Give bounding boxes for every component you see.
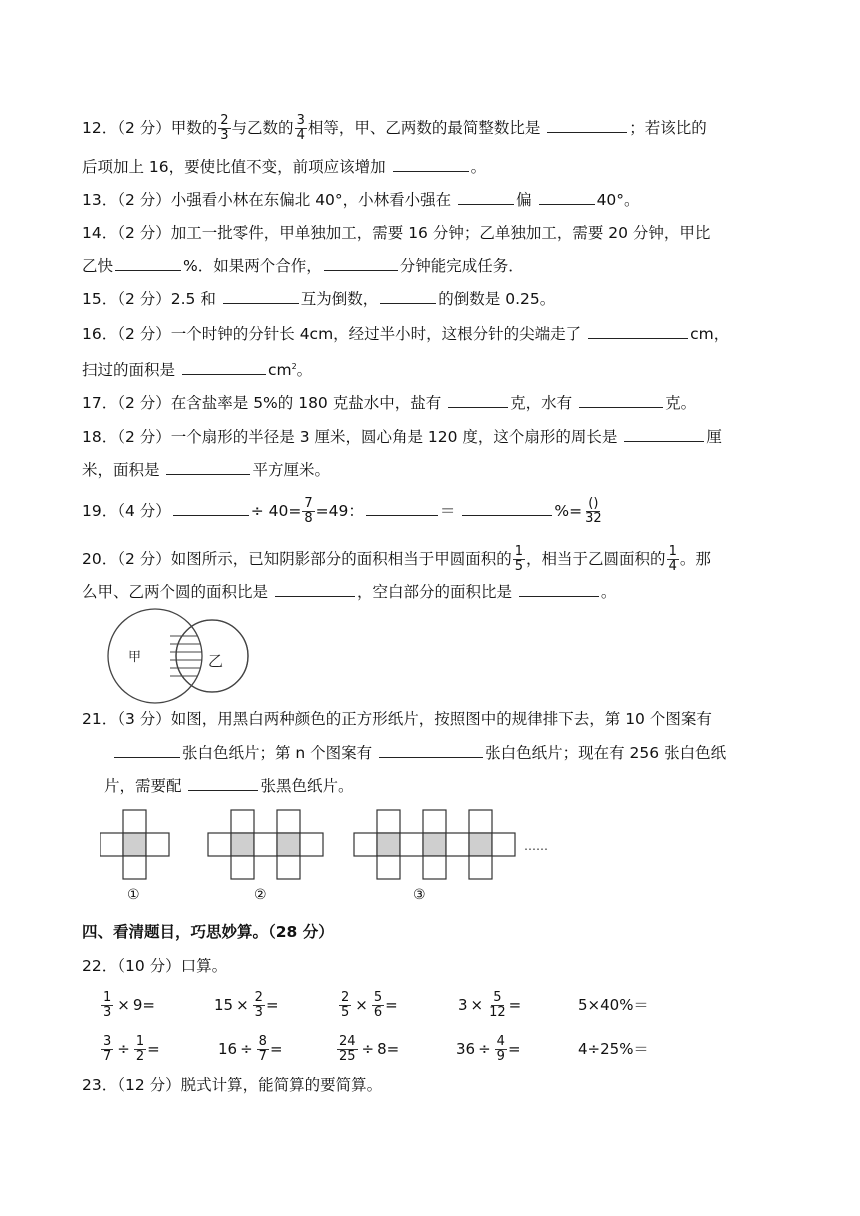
q16-text-1: 16．（2 分）一个时钟的分针长 4cm，经过半小时，这根分针的尖端走了: [82, 325, 582, 343]
q18-text-2: 厘: [706, 428, 722, 446]
square-pattern-figure: [100, 808, 570, 880]
answer-blank[interactable]: [624, 427, 704, 442]
question-21-line-2: [112, 743, 726, 763]
ellipsis: ……: [524, 839, 548, 853]
mental-calc-10: [578, 1030, 648, 1068]
answer-blank[interactable]: [519, 582, 599, 597]
equals: =: [147, 1040, 160, 1058]
pattern-label-3: ③: [413, 887, 426, 903]
q14-text-1: 14．（2 分）加工一批零件，甲单独加工，需要 16 分钟；乙单独加工，需要 20 分钟，甲比: [82, 224, 711, 242]
answer-blank[interactable]: [462, 501, 552, 516]
mental-calc-2: [214, 986, 279, 1024]
q13-text-2: 偏: [516, 191, 532, 209]
fraction: $\frac{2}{3}$: [220, 113, 229, 143]
question-18-line-1: [82, 427, 722, 447]
q15-text-1: 15．（2 分）2.5 和: [82, 290, 216, 308]
fraction: $\frac{()}{32}$: [585, 496, 602, 526]
question-21-line-3: [104, 776, 353, 796]
question-14-line-1: [82, 223, 710, 243]
pattern-label-1: ①: [127, 887, 140, 903]
q19-text-3: =49：: [315, 502, 364, 520]
mental-calc-8: [336, 1030, 399, 1068]
fraction: $\frac{3}{4}$: [296, 113, 305, 143]
q19-text-1: 19．（4 分）: [82, 502, 171, 520]
question-13: [82, 190, 640, 210]
q12-text-1: 12．（2 分）甲数的: [82, 119, 218, 137]
answer-blank[interactable]: [380, 289, 436, 304]
equals: =: [142, 996, 155, 1014]
answer-blank[interactable]: [579, 393, 663, 408]
question-19: [82, 497, 605, 526]
operand: 9: [132, 996, 143, 1014]
fraction: $\frac{24}{25}$: [339, 1033, 356, 1064]
fraction: $\frac{4}{9}$: [496, 1033, 505, 1064]
question-23-title: 23．（12 分）脱式计算，能简算的要简算。: [82, 1076, 383, 1094]
q20-text-5: ，空白部分的面积比是: [356, 583, 512, 601]
question-12-line-1: [82, 114, 707, 143]
answer-blank[interactable]: [379, 743, 483, 758]
fraction: $\frac{5}{12}$: [489, 989, 506, 1020]
mental-calc-9: [456, 1030, 521, 1068]
pattern-1: [100, 810, 169, 879]
question-17: [82, 393, 696, 413]
mental-calc-5: [578, 986, 648, 1024]
q12-text-4: ；若该比的: [629, 119, 707, 137]
q18-text-4: 平方厘米。: [252, 461, 330, 479]
operand: 3: [458, 996, 468, 1014]
q15-text-2: 互为倒数，: [300, 290, 379, 308]
answer-blank[interactable]: [275, 582, 355, 597]
answer-blank[interactable]: [458, 190, 514, 205]
operator: ÷: [478, 1040, 491, 1058]
q16-text-5: 。: [296, 361, 313, 380]
q21-text-1: 21．（3 分）如图，用黑白两种颜色的正方形纸片，按照图中的规律排下去，第 10 个图案有: [82, 710, 712, 728]
pattern-3: [354, 810, 515, 879]
question-20-line-1: [82, 545, 711, 574]
answer-blank[interactable]: [182, 360, 266, 375]
fraction: $\frac{8}{7}$: [258, 1033, 267, 1064]
q16-text-2: cm，: [690, 325, 730, 343]
q14-text-4: 分钟能完成任务．: [399, 257, 524, 275]
fraction: $\frac{1}{4}$: [668, 544, 677, 574]
answer-blank[interactable]: [324, 256, 398, 271]
answer-blank[interactable]: [188, 776, 258, 791]
mental-calc-3: [338, 986, 398, 1024]
question-15: [82, 289, 555, 309]
expression: 4÷25%＝: [578, 1040, 649, 1058]
q14-text-2: 乙快: [82, 257, 114, 275]
q12-text-5: 后项加上 16，要使比值不变，前项应该增加: [82, 158, 386, 176]
equals: =: [508, 996, 522, 1014]
q20-text-1: 20．（2 分）如图所示，已知阴影部分的面积相当于甲圆面积的: [82, 550, 512, 568]
fraction: $\frac{2}{3}$: [254, 989, 263, 1020]
q19-text-5: %=: [554, 502, 583, 520]
mental-calc-6: [100, 1030, 160, 1068]
equals: =: [385, 996, 398, 1014]
fraction: $\frac{1}{3}$: [103, 989, 112, 1020]
equals: =: [386, 1040, 400, 1058]
operator: ×: [236, 996, 249, 1014]
operand: 15: [214, 996, 234, 1014]
operand: 16: [218, 1040, 238, 1058]
operator: ÷: [240, 1040, 253, 1058]
answer-blank[interactable]: [173, 501, 249, 516]
q21-text-4: 片，需要配: [104, 777, 182, 795]
q16-text-4: cm: [267, 361, 292, 380]
answer-blank[interactable]: [115, 256, 181, 271]
operator: ÷: [117, 1040, 130, 1058]
q14-text-3: %．如果两个合作，: [183, 257, 322, 275]
answer-blank[interactable]: [114, 743, 180, 758]
mental-calc-1: [100, 986, 155, 1024]
question-12-line-2: [82, 157, 486, 177]
fraction: $\frac{2}{5}$: [341, 989, 350, 1020]
operator: ×: [470, 996, 484, 1014]
fraction: $\frac{7}{8}$: [304, 496, 313, 526]
q21-text-3: 张白色纸片；现在有 256 张白色纸: [485, 744, 727, 762]
mental-calc-4: [458, 986, 521, 1024]
operator: ÷: [361, 1040, 375, 1058]
q20-text-6: 。: [600, 583, 617, 601]
question-22-title: 22．（10 分）口算。: [82, 957, 228, 975]
q21-text-2: 张白色纸片；第 n 个图案有: [182, 744, 373, 762]
label-yi: 乙: [208, 652, 224, 670]
fraction: $\frac{1}{5}$: [514, 544, 524, 574]
operator: ×: [117, 996, 130, 1014]
question-18-line-2: [82, 460, 330, 480]
equals: =: [507, 1040, 521, 1058]
overlapping-circles-figure: [100, 608, 260, 704]
q20-text-2: ，相当于乙圆面积的: [526, 550, 666, 568]
answer-blank[interactable]: [588, 324, 688, 339]
q20-text-3: 。那: [679, 550, 711, 568]
q19-text-2: ÷ 40=: [250, 502, 302, 520]
q17-text-2: 克，水有: [510, 394, 573, 412]
operator: ×: [355, 996, 368, 1014]
q13-text-3: 40°。: [596, 191, 640, 209]
q13-text-1: 13．（2 分）小强看小林在东偏北 40°，小林看小强在: [82, 191, 452, 209]
q19-text-4: ＝: [439, 502, 456, 520]
expression: 5×40%＝: [578, 996, 649, 1014]
question-21-line-1: [82, 709, 712, 729]
section-heading: 四、看清题目，巧思妙算。（28 分）: [82, 923, 334, 941]
q20-text-4: 么甲、乙两个圆的面积比是: [82, 583, 269, 601]
answer-blank[interactable]: [223, 289, 299, 304]
pattern-2: [208, 810, 323, 879]
answer-blank[interactable]: [166, 460, 250, 475]
answer-blank[interactable]: [547, 118, 627, 133]
q18-text-3: 米，面积是: [82, 461, 160, 479]
q16-superscript: 2: [291, 362, 297, 371]
pattern-label-2: ②: [254, 887, 267, 903]
answer-blank[interactable]: [393, 157, 469, 172]
answer-blank[interactable]: [448, 393, 508, 408]
q18-text-1: 18．（2 分）一个扇形的半径是 3 厘米，圆心角是 120 度，这个扇形的周长是: [82, 428, 618, 446]
mental-calc-7: [218, 1030, 283, 1068]
q15-text-3: 的倒数是 0.25。: [438, 290, 556, 308]
fraction: $\frac{3}{7}$: [103, 1033, 112, 1064]
label-jia: 甲: [128, 650, 142, 665]
q12-text-3: 相等，甲、乙两数的最简整数比是: [307, 119, 541, 137]
equals: =: [265, 996, 279, 1014]
operand: 36: [456, 1040, 476, 1058]
q12-text-6: 。: [470, 158, 487, 176]
equals: =: [269, 1040, 283, 1058]
operand: 8: [377, 1040, 387, 1058]
q21-text-5: 张黑色纸片。: [260, 777, 354, 795]
circle-jia: [108, 609, 202, 703]
q17-text-3: 克。: [665, 394, 697, 412]
fraction: $\frac{5}{6}$: [373, 989, 383, 1020]
question-16-line-1: [82, 324, 729, 344]
q16-text-3: 扫过的面积是: [82, 361, 176, 380]
question-20-line-2: [82, 582, 616, 602]
question-16-line-2: [82, 357, 312, 380]
q17-text-1: 17．（2 分）在含盐率是 5%的 180 克盐水中，盐有: [82, 394, 442, 412]
answer-blank[interactable]: [366, 501, 438, 516]
q12-text-2: 与乙数的: [231, 119, 294, 137]
answer-blank[interactable]: [539, 190, 595, 205]
fraction: $\frac{1}{2}$: [135, 1033, 145, 1064]
question-14-line-2: [82, 256, 524, 276]
